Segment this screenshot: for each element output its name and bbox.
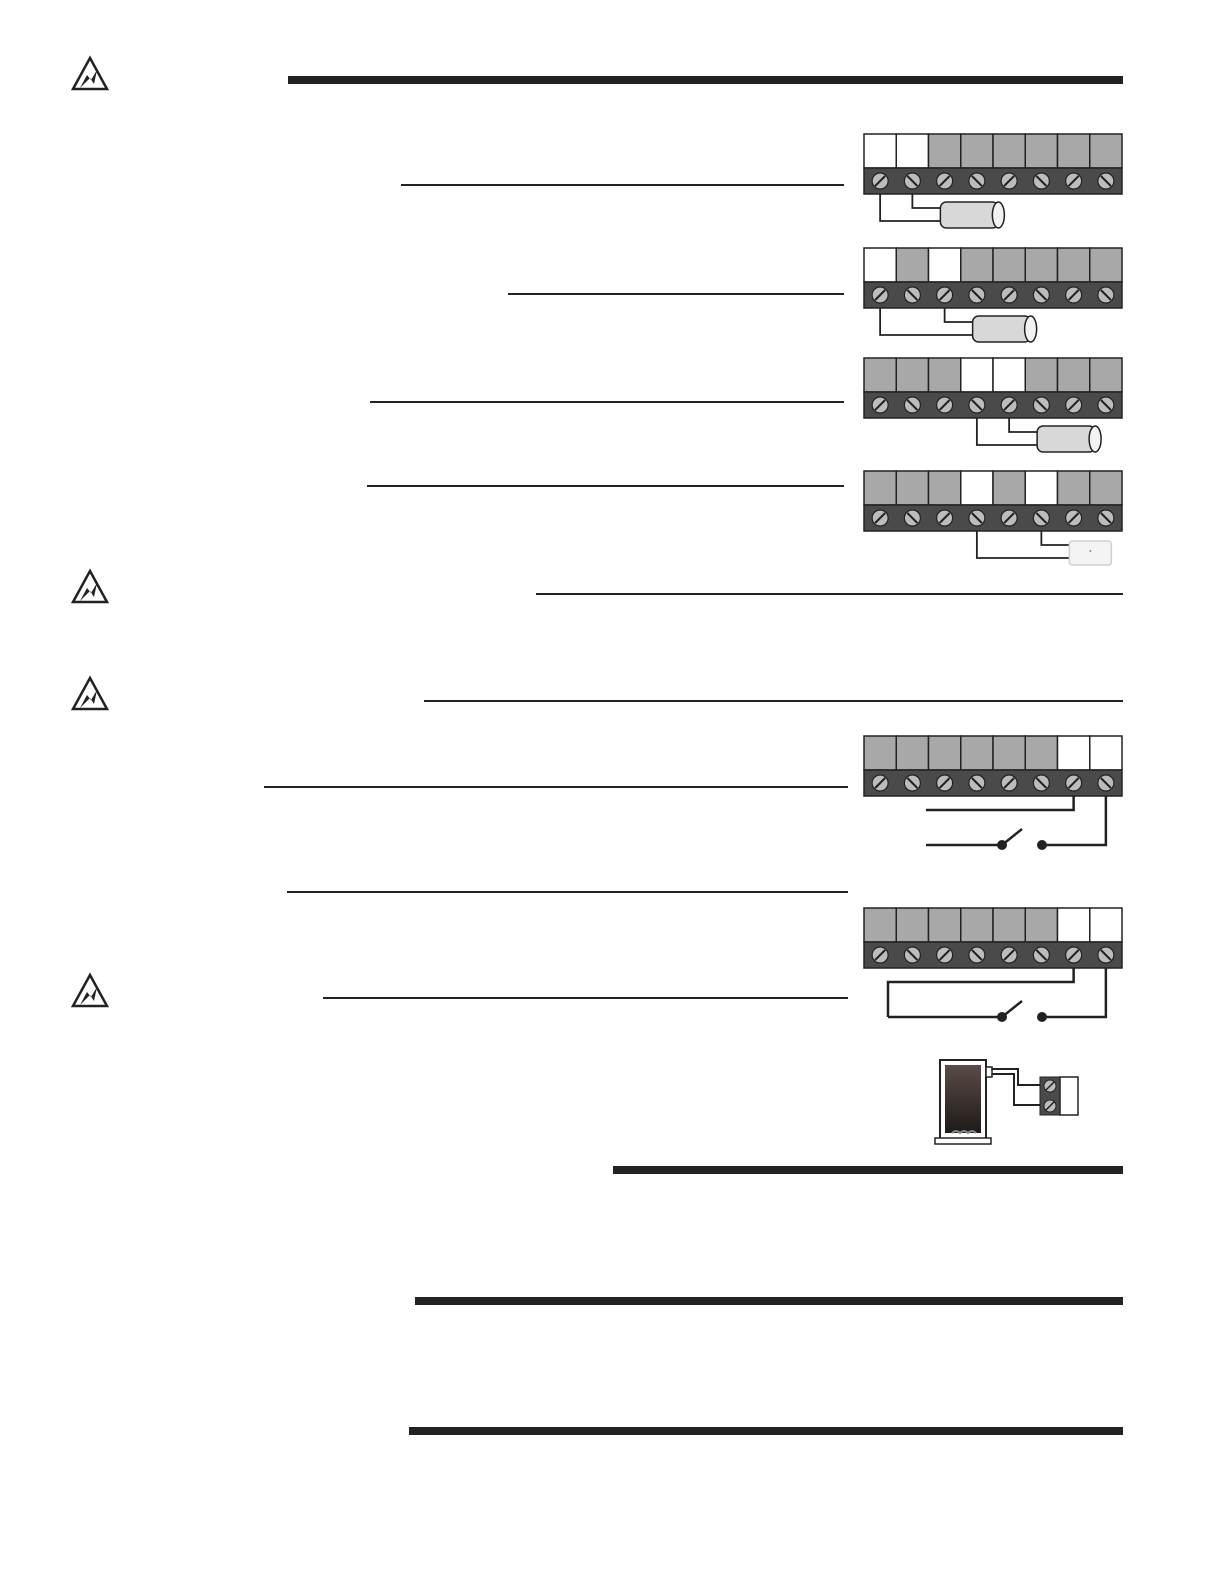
sensor-body [1037,426,1095,452]
section-header-rule [409,1427,1123,1435]
screw-strip [864,168,1122,194]
wire [1041,531,1069,545]
terminal [1025,358,1057,392]
terminal [864,471,896,505]
screw-strip [864,282,1122,308]
section-rule [287,891,848,893]
sensor-end [1089,426,1101,452]
terminal [864,358,896,392]
terminal-active [896,134,928,168]
terminal [1025,248,1057,282]
terminal [961,908,993,942]
power-supply-diagram [930,1055,1090,1150]
wire [912,194,940,208]
terminal [929,908,961,942]
switch-contact [997,840,1007,850]
terminal-active [1025,471,1057,505]
terminal [1058,134,1090,168]
terminal [929,736,961,770]
section-rule [367,485,844,487]
mountain-lightning-logo-icon [70,971,110,1011]
terminal [961,134,993,168]
terminal [896,358,928,392]
section-rule [323,997,848,999]
terminal [1058,471,1090,505]
section-rule [401,184,844,186]
terminal-block-6-diagram [862,907,1124,1027]
section-header-rule [613,1166,1123,1174]
sensor-body [940,202,998,228]
terminal-block-2-diagram [862,247,1124,347]
mountain-lightning-logo-icon [70,567,110,607]
sensor-end [992,202,1004,228]
wire [1009,418,1037,432]
terminal-block-4-diagram [862,470,1124,570]
mountain-lightning-logo-icon [70,54,110,94]
header-rule [288,76,1123,84]
sensor-body [1069,541,1111,565]
terminal [929,134,961,168]
terminal-block-1-diagram [862,133,1124,233]
terminal [896,908,928,942]
terminal-active [1090,908,1122,942]
terminal [896,736,928,770]
sensor-body [973,316,1031,342]
switch-contact [1037,1012,1047,1022]
terminal [1058,358,1090,392]
terminal [896,471,928,505]
screw-strip [864,770,1122,796]
terminal [1090,358,1122,392]
mountain-lightning-logo-icon [70,674,110,714]
terminal [993,248,1025,282]
section-rule [264,786,848,788]
terminal [864,908,896,942]
terminal-block-3-diagram [862,357,1124,457]
switch-contact [997,1012,1007,1022]
terminal [961,736,993,770]
sensor-cylinder-icon [940,202,1004,228]
terminal [1025,736,1057,770]
switch-contact [1037,840,1047,850]
terminal-active [961,358,993,392]
terminal [1090,248,1122,282]
screw-strip [864,942,1122,968]
terminal [993,736,1025,770]
wire [888,968,1074,1017]
terminal [1025,134,1057,168]
section-header-rule [415,1297,1123,1305]
terminal-active [864,134,896,168]
terminal-active [1058,736,1090,770]
terminal-active [961,471,993,505]
terminal-active [929,248,961,282]
terminal [896,248,928,282]
section-rule [424,700,1123,702]
sensor-end [1025,316,1037,342]
section-rule [536,593,1123,595]
terminal [1090,471,1122,505]
sensor-flat-icon [1069,541,1111,565]
sensor-cylinder-icon [1037,426,1101,452]
screw-strip [864,392,1122,418]
terminal [1058,248,1090,282]
terminal [993,471,1025,505]
terminal [1025,908,1057,942]
switch-lever [926,829,1022,845]
terminal [929,358,961,392]
terminal-active [1058,908,1090,942]
wire [945,308,973,322]
terminal-block-5-diagram [862,735,1124,855]
terminal [993,134,1025,168]
terminal [1090,134,1122,168]
terminal [929,471,961,505]
terminal [961,248,993,282]
section-rule [370,401,844,403]
wire [926,796,1074,810]
sensor-cylinder-icon [973,316,1037,342]
terminal [864,736,896,770]
screw-strip [864,505,1122,531]
terminal-active [993,358,1025,392]
terminal [993,908,1025,942]
terminal-active [1090,736,1122,770]
section-rule [508,293,844,295]
sensor-dot [1089,550,1091,552]
terminal-active [864,248,896,282]
